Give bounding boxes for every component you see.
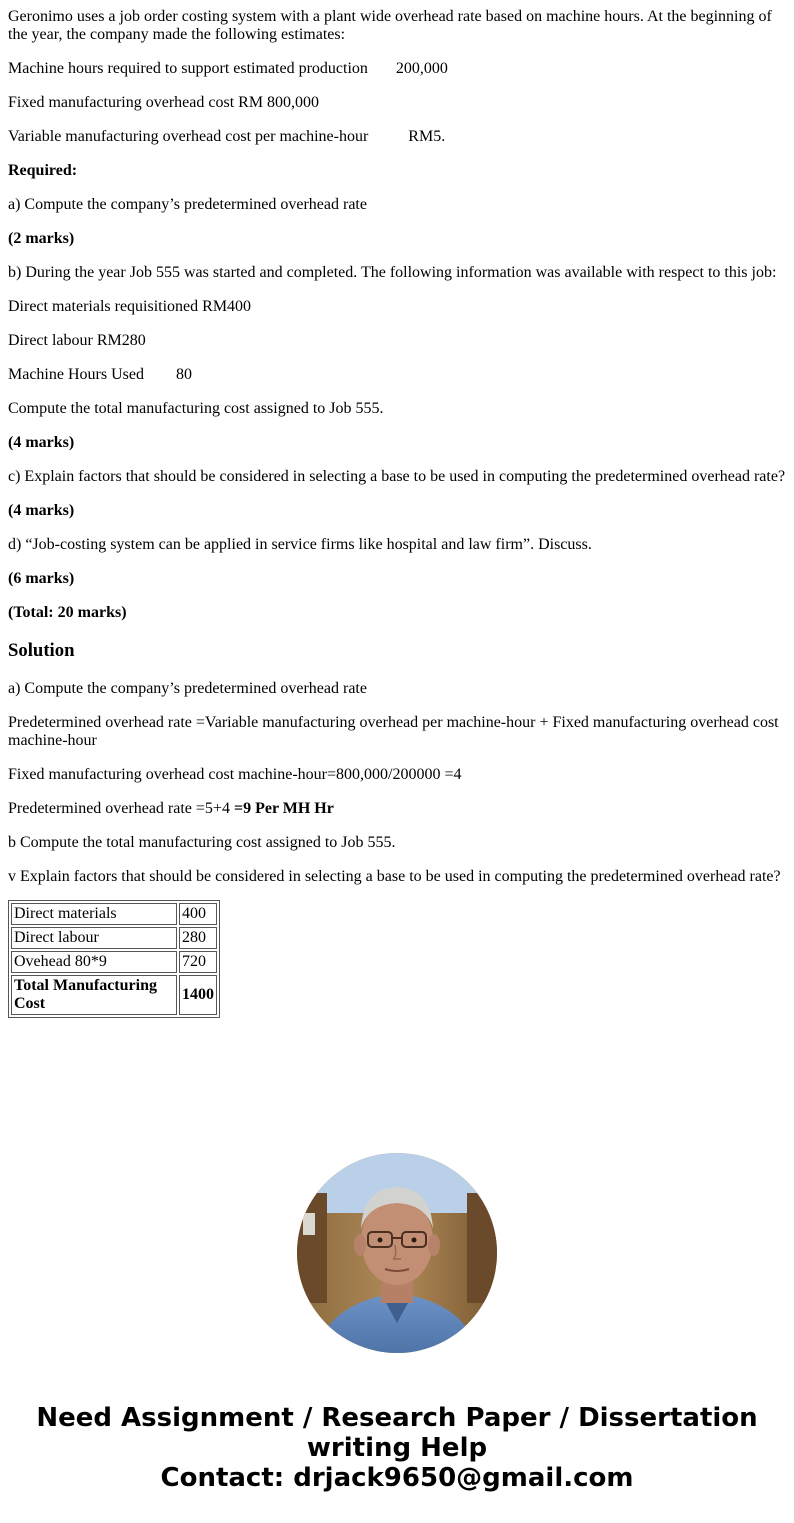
part-c-marks: (4 marks) [8,502,75,519]
total-marks: (Total: 20 marks) [8,604,127,621]
required-heading: Required: [8,162,78,179]
solution-a-title: a) Compute the company’s predetermined overhead rate [8,680,367,697]
table-row [11,903,217,925]
solution-heading: Solution [8,640,75,661]
estimate-fixed-overhead: Fixed manufacturing overhead cost RM 800,000 [8,94,320,111]
part-c-question: c) Explain factors that should be considered in selecting a base to be used in computing the predetermined overhead rate? [8,468,786,485]
total-label: Total Manufacturing Cost [11,975,177,1015]
document-body [8,8,794,1018]
solution-fixed-calc: Fixed manufacturing overhead cost machine-hour=800,000/200000 =4 [8,766,462,783]
estimate-variable-overhead: Variable manufacturing overhead cost per machine-hour RM5. [8,128,446,145]
table-row-total [11,975,217,1015]
footer-contact: Contact: drjack9650@gmail.com [160,1463,634,1493]
footer-line-2: writing Help [306,1433,488,1463]
footer-line-1: Need Assignment / Research Paper / Dissertation [36,1403,758,1433]
footer-advert [0,1403,794,1493]
estimate-machine-hours: Machine hours required to support estimated production 200,000 [8,60,448,77]
cost-label: Direct labour [11,927,177,949]
question-intro: Geronimo uses a job order costing system with a plant wide overhead rate based on machine hours. At the beginning of the year, the company made the following estimates: [8,8,772,43]
cost-label: Ovehead 80*9 [11,951,177,973]
part-a-question: a) Compute the company’s predetermined overhead rate [8,196,367,213]
avatar-portrait-image [297,1153,497,1353]
part-b-task: Compute the total manufacturing cost assigned to Job 555. [8,400,384,417]
part-d-question: d) “Job-costing system can be applied in service firms like hospital and law firm”. Discuss. [8,536,592,553]
solution-rate-calc: Predetermined overhead rate =5+4 =9 Per MH Hr [8,800,334,817]
table-row [11,927,217,949]
cost-value: 400 [179,903,217,925]
cost-value: 280 [179,927,217,949]
avatar [297,1153,497,1353]
table-row [11,951,217,973]
solution-c-title: v Explain factors that should be considered in selecting a base to be used in computing the predetermined overhead rate? [8,868,781,885]
part-d-marks: (6 marks) [8,570,75,587]
job-machine-hours: Machine Hours Used 80 [8,366,192,383]
part-a-marks: (2 marks) [8,230,75,247]
cost-table [8,900,220,1018]
total-value: 1400 [179,975,217,1015]
solution-formula: Predetermined overhead rate =Variable manufacturing overhead per machine-hour + Fixed manufacturing overhead cost machine-hour [8,714,779,749]
rate-result: =9 Per MH Hr [233,800,334,817]
part-b-marks: (4 marks) [8,434,75,451]
job-direct-labour: Direct labour RM280 [8,332,146,349]
cost-value: 720 [179,951,217,973]
job-direct-materials: Direct materials requisitioned RM400 [8,298,252,315]
part-b-question: b) During the year Job 555 was started and completed. The following information was available with respect to this job: [8,264,777,281]
cost-label: Direct materials [11,903,177,925]
solution-b-title: b Compute the total manufacturing cost assigned to Job 555. [8,834,396,851]
